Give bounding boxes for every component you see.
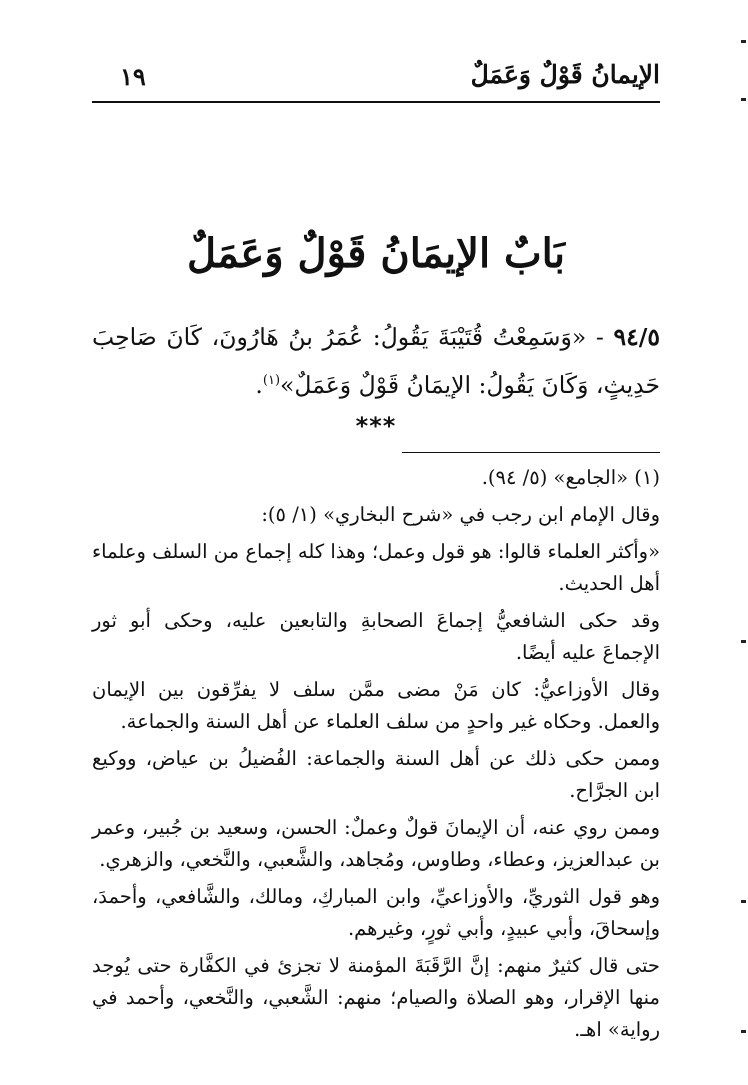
footnote-line: (١) «الجامع» (٥/ ٩٤).: [481, 466, 660, 489]
header-rule: [92, 101, 660, 103]
footnote-line: وممن روي عنه، أن الإيمانَ قولٌ وعملٌ: الحسن، وسعيد بن جُبير، وعمر بن عبدالعزيز، وعطاء، وطاوس، ومُجاهد، والشَّعبي، والنَّخعي، والزهري.: [92, 816, 660, 871]
footnotes: [92, 462, 660, 1051]
page-number: ١٩: [120, 62, 146, 91]
running-title: الإيمانُ قَوْلٌ وَعَمَلٌ: [470, 60, 660, 89]
footnote-line: «وأكثر العلماء قالوا: هو قول وعمل؛ وهذا كله إجماع من السلف وعلماء أهل الحديث.: [92, 540, 660, 595]
footnote-line: وقال الأوزاعيُّ: كان مَنْ مضى ممَّن سلف لا يفرِّقون بين الإيمان والعمل. وحكاه غير واحدٍ من سلف العلماء عن أهل السنة والجماعة.: [92, 678, 660, 733]
footnote-line: وممن حكى ذلك عن أهل السنة والجماعة: الفُضيلُ بن عياض، ووكيع ابن الجرَّاح.: [92, 747, 660, 802]
footnote-line: وقد حكى الشافعيُّ إجماعَ الصحابةِ والتابعين عليه، وحكى أبو ثور الإجماعَ عليه أيضًا.: [92, 609, 660, 664]
hadith-period: .: [255, 370, 263, 399]
scan-mark: [741, 640, 746, 643]
footnote-line: وقال الإمام ابن رجب في «شرح البخاري» (١/ ٥):: [261, 503, 660, 526]
hadith-paragraph: [92, 316, 660, 407]
hadith-text: «وَسَمِعْتُ قُتَيْبَةَ يَقُولُ: عُمَرُ بنُ هَارُونَ، كَانَ صَاحِبَ حَدِيثٍ، وَكَانَ يَقُولُ: الإيمَانُ قَوْلٌ وَعَمَلٌ»: [92, 323, 660, 399]
footnote-line: وهو قول الثوريِّ، والأوزاعيِّ، وابن المباركِ، ومالك، والشَّافعي، وأحمدَ، وإسحاقَ، وأبي عبيدٍ، وأبي ثورٍ، وغيرهم.: [92, 885, 660, 940]
footnote-rule: [402, 452, 660, 453]
section-separator: ***: [355, 412, 397, 440]
chapter-title: بَابٌ الإيمَانُ قَوْلٌ وَعَمَلٌ: [187, 230, 565, 277]
footnote-line: حتى قال كثيرٌ منهم: إنَّ الرَّقَبَةَ المؤمنة لا تجزئ في الكفَّارة حتى يُوجد منها الإقرار، وهو الصلاة والصيام؛ منهم: الشَّعبي، والنَّخعي، وأحمد في رواية» اهـ.: [92, 954, 660, 1041]
scan-mark: [741, 98, 746, 101]
scan-mark: [741, 900, 746, 903]
scan-mark: [741, 1030, 746, 1033]
scan-mark: [741, 40, 746, 43]
running-header: [92, 58, 660, 102]
hadith-number: ٩٤/٥: [613, 323, 660, 351]
hadith-dash: -: [595, 323, 604, 351]
footnote-ref: (١): [262, 373, 281, 388]
